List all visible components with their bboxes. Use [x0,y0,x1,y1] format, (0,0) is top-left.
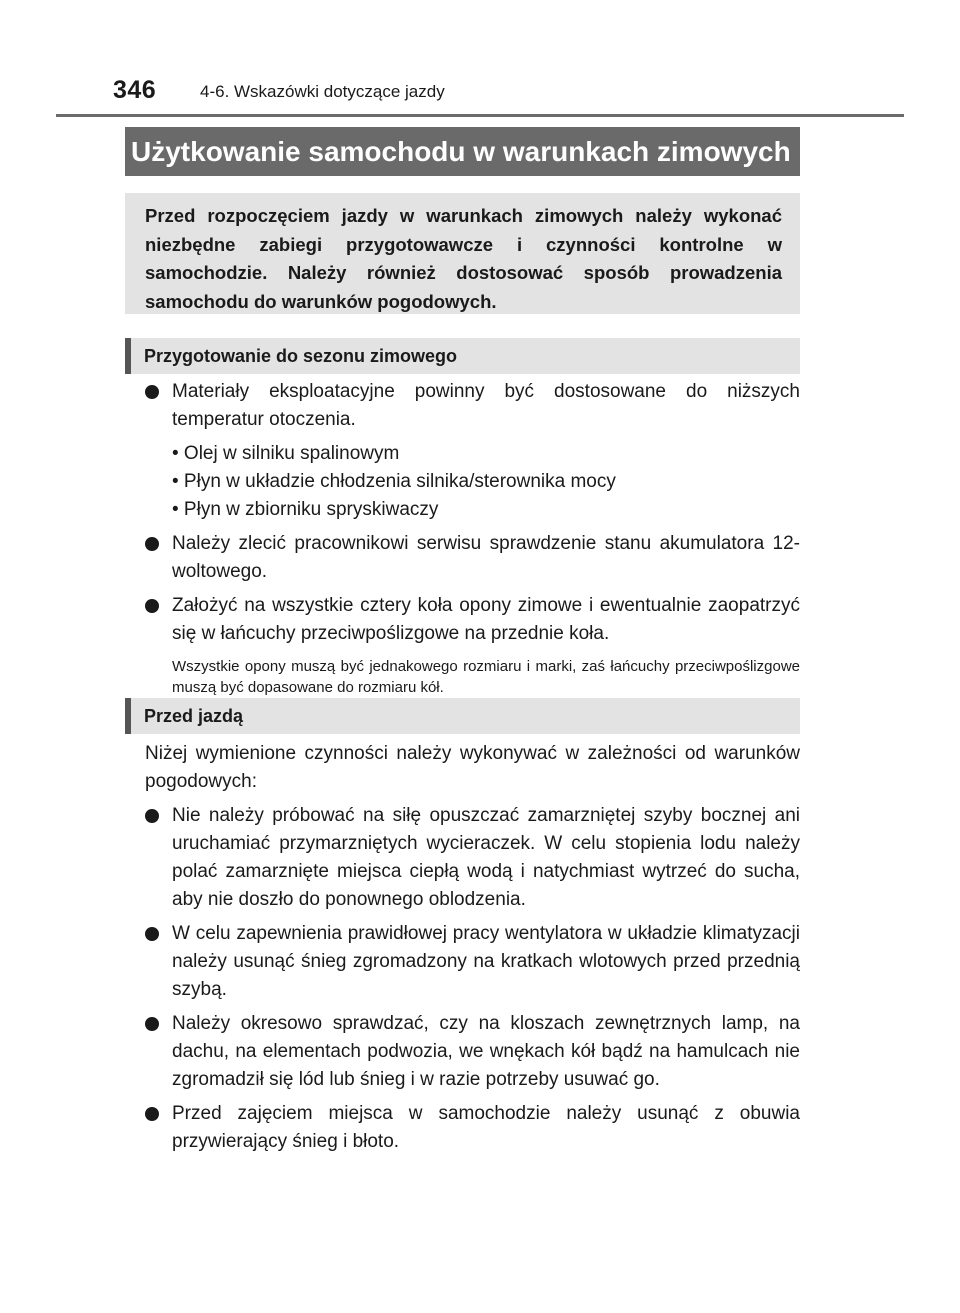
bullet-icon [145,1017,159,1031]
list-item-text: Przed zajęciem miejsca w samochodzie należy usunąć z obuwia przywierający śnieg i błoto. [172,1103,800,1152]
page-title: Użytkowanie samochodu w warunkach zimowych [125,127,800,176]
page-number: 346 [113,76,157,104]
sub-list-item: • Płyn w układzie chłodzenia silnika/sterownika mocy [172,471,616,492]
section-heading-winter-prep: Przygotowanie do sezonu zimowego [125,338,800,374]
section-reference: 4-6. Wskazówki dotyczące jazdy [200,82,445,101]
list-item-text: Należy okresowo sprawdzać, czy na kloszach zewnętrznych lamp, na dachu, na elementach podwozia, we wnękach kół bądź na hamulcach nie zgromadził się lód lub śnieg i w razie potrzeby usuwać go. [172,1013,800,1090]
page-header [0,76,960,116]
list-item [145,592,800,648]
bullet-icon [145,599,159,613]
intro-box: Przed rozpoczęciem jazdy w warunkach zimowych należy wykonać niezbędne zabiegi przygotowawcze i czynności kontrolne w samochodzie. Należy również dostosować sposób prowadzenia samochodu do warunków pogodowych. [125,193,800,314]
list-item [145,378,800,434]
list-item-text: Należy zlecić pracownikowi serwisu sprawdzenie stanu akumulatora 12-woltowego. [172,533,800,582]
list-item [145,1010,800,1094]
list-item-text: Założyć na wszystkie cztery koła opony zimowe i ewentualnie zaopatrzyć się w łańcuchy przeciwpoślizgowe na przednie koła. [172,595,800,644]
sub-list [145,440,800,524]
section-heading-before-driving: Przed jazdą [125,698,800,734]
bullet-icon [145,537,159,551]
sub-list-item: • Płyn w zbiorniku spryskiwaczy [172,499,439,520]
bullet-icon [145,385,159,399]
list-item [145,920,800,1004]
note-text: Wszystkie opony muszą być jednakowego rozmiaru i marki, zaś łańcuchy przeciwpoślizgowe muszą być dopasowane do rozmiaru kół. [172,658,800,696]
section-intro-text: Niżej wymienione czynności należy wykonywać w zależności od warunków pogodowych: [145,743,800,792]
list-item-text: Materiały eksploatacyjne powinny być dostosowane do niższych temperatur otoczenia. [172,381,800,430]
section-body-winter-prep [145,378,800,698]
bullet-icon [145,1107,159,1121]
header-divider [56,114,904,117]
list-item [145,1100,800,1156]
list-item [145,802,800,914]
list-item [145,530,800,586]
bullet-icon [145,927,159,941]
list-item-text: Nie należy próbować na siłę opuszczać zamarzniętej szyby bocznej ani uruchamiać przymarzniętych wycieraczek. W celu stopienia lodu należy polać zamarznięte miejsca ciepłą wodą i natychmiast wytrzeć do sucha, aby nie doszło do ponownego oblodzenia. [172,805,800,910]
section-body-before-driving [145,740,800,1156]
bullet-icon [145,809,159,823]
sub-list-item: • Olej w silniku spalinowym [172,443,400,464]
list-item-text: W celu zapewnienia prawidłowej pracy wentylatora w układzie klimatyzacji należy usunąć śnieg zgromadzony na kratkach wlotowych przed przednią szybą. [172,923,800,1000]
